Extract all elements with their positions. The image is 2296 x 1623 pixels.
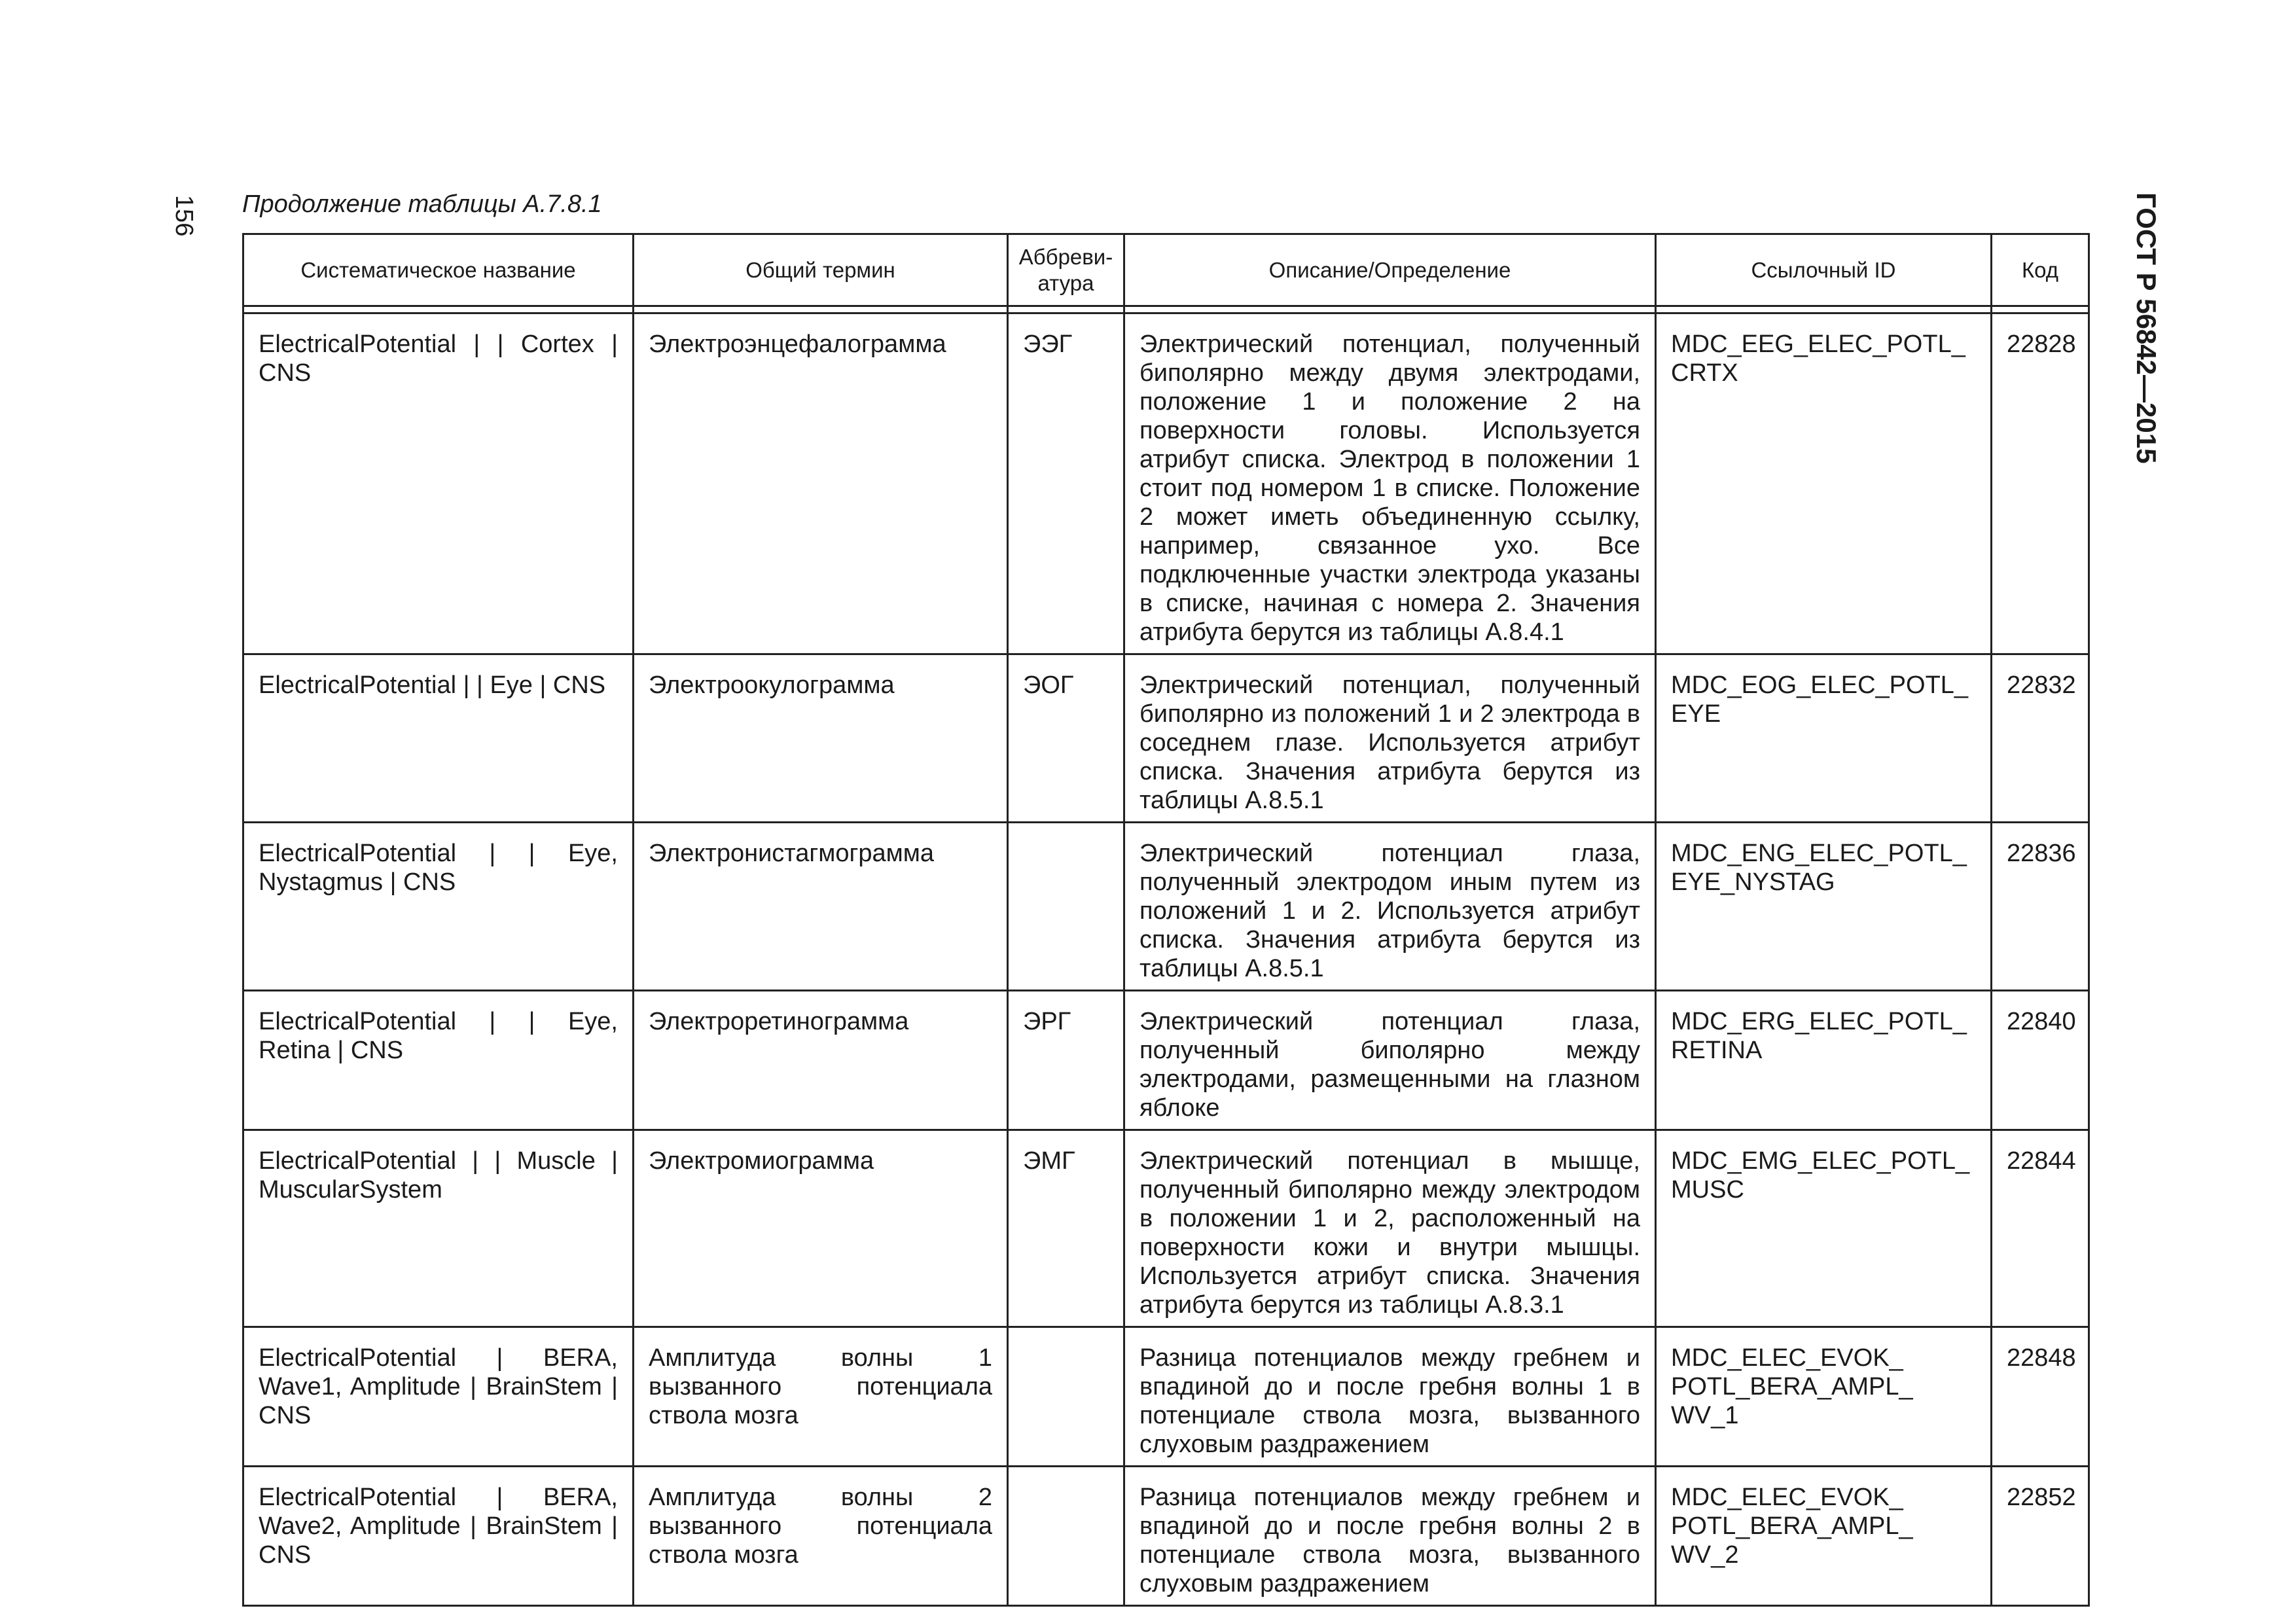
table-row [243, 1327, 2089, 1467]
cell-abbreviation [1008, 1327, 1124, 1467]
cell-code: 22848 [1992, 1327, 2089, 1467]
table-row [243, 991, 2089, 1130]
cell-systematic-name: ElectricalPotential | | Muscle | MuscularSystem [243, 1130, 634, 1327]
reference-id-line: MDC_ELEC_EVOK_ [1671, 1484, 1903, 1511]
cell-reference-id [1656, 654, 1992, 823]
data-table [242, 233, 2090, 1607]
reference-id-line: WV_1 [1671, 1402, 1739, 1429]
cell-abbreviation: ЭРГ [1008, 991, 1124, 1130]
reference-id-line: MDC_ENG_ELEC_POTL_ [1671, 840, 1967, 867]
reference-id-line: MUSC [1671, 1176, 1744, 1204]
header-abbreviation [1008, 234, 1124, 306]
table-row [243, 313, 2089, 654]
header-spacer [243, 306, 2089, 313]
cell-abbreviation: ЭОГ [1008, 654, 1124, 823]
cell-code: 22828 [1992, 313, 2089, 654]
table-row [243, 1130, 2089, 1327]
cell-description: Разница потенциалов между гребнем и впадиной до и после гребня волны 1 в потенциале ствола мозга, вызванного слуховым раздражением [1124, 1327, 1656, 1467]
cell-reference-id [1656, 823, 1992, 991]
header-code: Код [1992, 234, 2089, 306]
cell-common-term: Амплитуда волны 1 вызванного потенциала ствола мозга [634, 1327, 1008, 1467]
header-reference-id: Ссылочный ID [1656, 234, 1992, 306]
cell-abbreviation [1008, 1467, 1124, 1606]
cell-systematic-name: ElectricalPotential | | Eye, Nystagmus | CNS [243, 823, 634, 991]
cell-code: 22840 [1992, 991, 2089, 1130]
cell-description: Электрический потенциал, полученный биполярно из положений 1 и 2 электрода в соседнем глазе. Используется атрибут списка. Значения атрибута берутся из таблицы А.8.5.1 [1124, 654, 1656, 823]
cell-reference-id [1656, 1327, 1992, 1467]
cell-description: Электрический потенциал глаза, полученный биполярно между электродами, размещенными на глазном яблоке [1124, 991, 1656, 1130]
reference-id-line: MDC_ELEC_EVOK_ [1671, 1344, 1903, 1372]
header-common-term: Общий термин [634, 234, 1008, 306]
header-systematic-name: Систематическое название [243, 234, 634, 306]
reference-id-line: EYE_NYSTAG [1671, 868, 1835, 896]
header-abbreviation-line1: Аббреви- [1018, 244, 1113, 269]
cell-common-term: Электромиограмма [634, 1130, 1008, 1327]
cell-common-term: Электроокулограмма [634, 654, 1008, 823]
reference-id-line: POTL_BERA_AMPL_ [1671, 1512, 1913, 1540]
cell-systematic-name: ElectricalPotential | | Eye | CNS [243, 654, 634, 823]
cell-description: Электрический потенциал, полученный биполярно между двумя электродами, положение 1 и положение 2 на поверхности головы. Используется атрибут списка. Электрод в положении 1 стоит под номером 1 в списке. Положение 2 может иметь объединенную ссылку, например, связанное ухо. Все подключенные участки электрода указаны в списке, начиная с номера 2. Значения атрибута берутся из таблицы А.8.4.1 [1124, 313, 1656, 654]
table-body [243, 313, 2089, 1606]
cell-common-term: Амплитуда волны 2 вызванного потенциала ствола мозга [634, 1467, 1008, 1606]
header-abbreviation-line2: атура [1037, 270, 1094, 295]
table-caption: Продолжение таблицы А.7.8.1 [242, 190, 602, 218]
table-row [243, 823, 2089, 991]
cell-abbreviation: ЭМГ [1008, 1130, 1124, 1327]
cell-description: Разница потенциалов между гребнем и впадиной до и после гребня волны 2 в потенциале ствола мозга, вызванного слуховым раздражением [1124, 1467, 1656, 1606]
cell-common-term: Электроретинограмма [634, 991, 1008, 1130]
cell-reference-id [1656, 1467, 1992, 1606]
cell-systematic-name: ElectricalPotential | | Eye, Retina | CNS [243, 991, 634, 1130]
cell-systematic-name: ElectricalPotential | BERA, Wave2, Amplitude | BrainStem | CNS [243, 1467, 634, 1606]
cell-description: Электрический потенциал в мышце, полученный биполярно между электродом в положении 1 и 2, расположенный на поверхности кожи и внутри мышцы. Используется атрибут списка. Значения атрибута берутся из таблицы А.8.3.1 [1124, 1130, 1656, 1327]
reference-id-line: EYE [1671, 700, 1721, 728]
reference-id-line: WV_2 [1671, 1541, 1739, 1569]
reference-id-line: MDC_ERG_ELEC_POTL_ [1671, 1008, 1967, 1035]
cell-common-term: Электроэнцефалограмма [634, 313, 1008, 654]
cell-description: Электрический потенциал глаза, полученный электродом иным путем из положений 1 и 2. Используется атрибут списка. Значения атрибута берутся из таблицы А.8.5.1 [1124, 823, 1656, 991]
reference-id-line: MDC_EOG_ELEC_POTL_ [1671, 671, 1969, 699]
reference-id-line: CRTX [1671, 359, 1738, 387]
cell-code: 22836 [1992, 823, 2089, 991]
reference-id-line: MDC_EMG_ELEC_POTL_ [1671, 1147, 1970, 1175]
cell-code: 22852 [1992, 1467, 2089, 1606]
reference-id-line: MDC_EEG_ELEC_POTL_ [1671, 330, 1965, 358]
cell-abbreviation [1008, 823, 1124, 991]
cell-reference-id [1656, 991, 1992, 1130]
page-number: 156 [170, 195, 198, 237]
reference-id-line: POTL_BERA_AMPL_ [1671, 1373, 1913, 1400]
cell-systematic-name: ElectricalPotential | | Cortex | CNS [243, 313, 634, 654]
reference-id-line: RETINA [1671, 1037, 1763, 1064]
cell-code: 22844 [1992, 1130, 2089, 1327]
cell-systematic-name: ElectricalPotential | BERA, Wave1, Amplitude | BrainStem | CNS [243, 1327, 634, 1467]
table-row [243, 1467, 2089, 1606]
cell-reference-id [1656, 313, 1992, 654]
table-header-row [243, 234, 2089, 306]
cell-code: 22832 [1992, 654, 2089, 823]
header-description: Описание/Определение [1124, 234, 1656, 306]
cell-reference-id [1656, 1130, 1992, 1327]
table-row [243, 654, 2089, 823]
cell-common-term: Электронистагмограмма [634, 823, 1008, 991]
document-code: ГОСТ Р 56842—2015 [2131, 192, 2162, 464]
cell-abbreviation: ЭЭГ [1008, 313, 1124, 654]
